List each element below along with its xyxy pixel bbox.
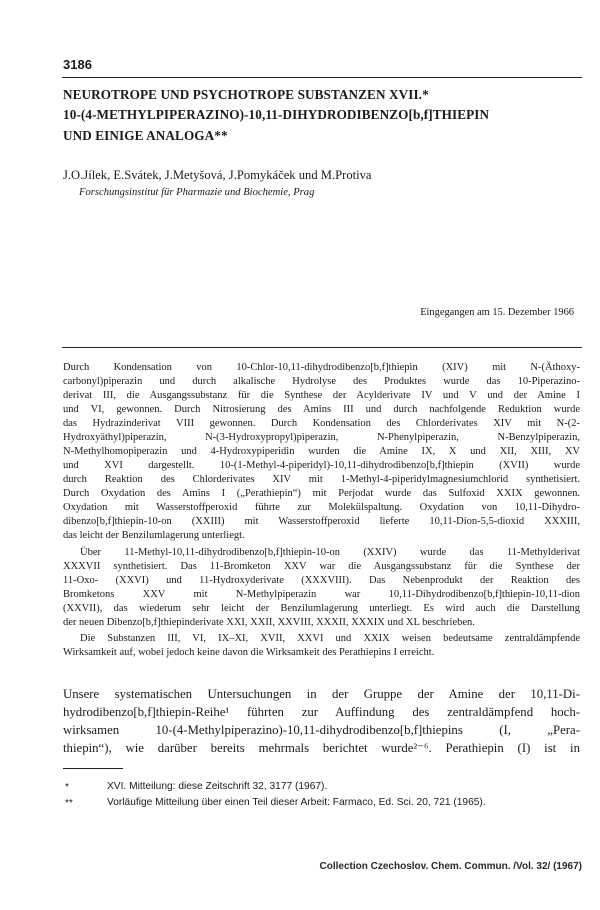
abstract-line: carbonyl)piperazin und durch alkalische Hydrolyse des Produktes wurde das 10-Piperazino-: [63, 376, 580, 387]
journal-reference: Collection Czechoslov. Chem. Commun. /Vol. 32/ (1967): [319, 861, 582, 872]
body-line: hydrodibenzo[b,f]thiepin-Reihe¹ führten zur Auffindung des zentraldämpfend hoch-: [63, 705, 580, 719]
article-title-line-2: 10-(4-METHYLPIPERAZINO)-10,11-DIHYDRODIBENZO[b,f]THIEPIN: [63, 107, 490, 122]
footnote-text: Vorläufige Mitteilung über einen Teil dieser Arbeit: Farmaco, Ed. Sci. 20, 721 (1965).: [107, 797, 486, 808]
body-line: Unsere systematischen Untersuchungen in der Gruppe der Amine der 10,11-Di-: [63, 687, 580, 701]
abstract-line: 11-Oxo- (XXVI) und 11-Hydroxyderivate (XXXVIII). Das Nebenprodukt der Reaktion des: [63, 575, 580, 586]
received-date: Eingegangen am 15. Dezember 1966: [420, 307, 574, 318]
abstract-rule: [62, 347, 582, 348]
abstract-line: Hydroxyäthyl)piperazin, N-(3-Hydroxypropyl)piperazin, N-Phenylpiperazin, N-Benzylpiperazin,: [63, 432, 580, 443]
abstract-line: derivat III, die Ausgangssubstanz für die Synthese der Acylderivate IV und V und der Amine I: [63, 390, 580, 401]
abstract-line: Die Substanzen III, VI, IX–XI, XVII, XXVI und XXIX weisen bedeutsame zentraldämpfende: [80, 633, 580, 644]
abstract-line: Über 11-Methyl-10,11-dihydrodibenzo[b,f]thiepin-10-on (XXIV) wurde das 11-Methylderivat: [80, 547, 580, 558]
footnote-text: XVI. Mitteilung: diese Zeitschrift 32, 3177 (1967).: [107, 781, 328, 792]
abstract-line: XXXVII synthetisiert. Das 11-Bromketon XXV war die Ausgangssubstanz für die Synthese der: [63, 561, 580, 572]
abstract-line: Durch Oxydation des Amins I („Perathiepin“) mit Perjodat wurde das Sulfoxid XXIX gewonnen.: [63, 488, 580, 499]
abstract-line: das Hydrazinderivat VIII gewonnen. Durch Kondensation des Chlorderivates XIV mit N-(2-: [63, 418, 580, 429]
abstract-line: Durch Kondensation von 10-Chlor-10,11-dihydrodibenzo[b,f]thiepin (XIV) mit N-(Äthoxy-: [63, 362, 580, 373]
abstract-line: N-Methylhomopiperazin und 4-Hydroxypiperidin wurden die Amine IX, X und XII, XIII, XV: [63, 446, 580, 457]
abstract-line: und VI, gewonnen. Durch Nitrosierung des Amins III und durch nachfolgende Reduktion wurde: [63, 404, 580, 415]
abstract-line: das leicht der Benzilumlagerung unterliegt.: [63, 530, 245, 541]
article-title-line-3: UND EINIGE ANALOGA**: [63, 128, 228, 143]
abstract-line: durch Reaktion des Chlorderivates XIV mit 1-Methyl-4-piperidylmagnesiumchlorid synthetisiert.: [63, 474, 580, 485]
abstract-line: Oxydation mit Wasserstoffperoxid führte zur Molekülspaltung. Oxydation von 10,11-Dihydro-: [63, 502, 580, 513]
abstract-line: (XXVII), das wiederum sehr leicht der Benzilumlagerung unterliegt. Es wird auch die Darstellung: [63, 603, 580, 614]
body-line: thiepin“), wie darüber bereits mehrmals berichtet wurde²⁻⁶. Perathiepin (I) ist in: [63, 741, 580, 755]
footnote-rule: [63, 768, 123, 769]
abstract-line: und XVI dargestellt. 10-(1-Methyl-4-piperidyl)-10,11-dihydrodibenzo[b,f]thiepin (XVII) wurde: [63, 460, 580, 471]
abstract-line: dibenzo[b,f]thiepin-10-on (XXIII) mit Wasserstoffperoxid lieferte 10,11-Dion-5,5-dioxid XXXIII,: [63, 516, 580, 527]
footnote-mark: *: [65, 782, 69, 793]
author-list: J.O.Jílek, E.Svátek, J.Metyšová, J.Pomykáček und M.Protiva: [63, 168, 372, 182]
page-number: 3186: [63, 57, 92, 72]
affiliation: Forschungsinstitut für Pharmazie und Biochemie, Prag: [79, 187, 315, 198]
footnote-mark: **: [65, 798, 73, 809]
abstract-line: Bromketons XXV mit N-Methylpiperazin war 10,11-Dihydrodibenzo[b,f]thiepin-10,11-dion: [63, 589, 580, 600]
article-title-line-1: NEUROTROPE UND PSYCHOTROPE SUBSTANZEN XVII.*: [63, 87, 429, 102]
abstract-line: der neuen Dibenzo[b,f]thiepinderivate XXI, XXII, XXVIII, XXXII, XXXIX und XL beschrieben.: [63, 617, 475, 628]
header-rule: [62, 77, 582, 78]
abstract-line: Wirksamkeit auf, wobei jedoch keine davon die Wirksamkeit des Perathiepins I erreicht.: [63, 647, 435, 658]
body-line: wirksamen 10-(4-Methylpiperazino)-10,11-dihydrodibenzo[b,f]thiepins (I, „Pera-: [63, 723, 580, 737]
